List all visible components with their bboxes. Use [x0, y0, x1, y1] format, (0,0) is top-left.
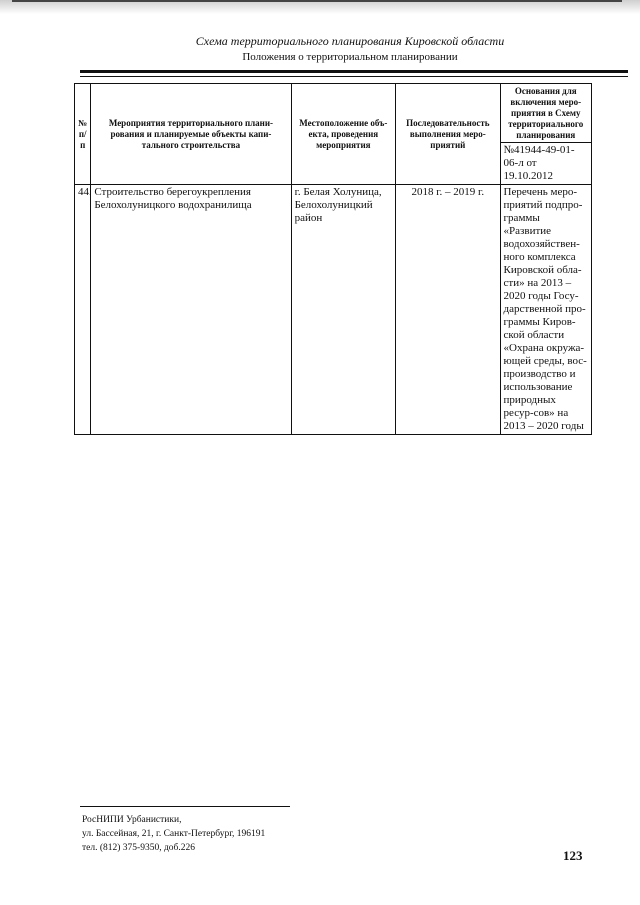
footer-org: РосНИПИ Урбанистики,	[82, 815, 182, 825]
column-header-location: Местоположение объ-екта, проведения мероприятия	[291, 84, 395, 185]
row-basis: Перечень меро-приятий подпро-граммы «Развитие водохозяйствен-ного комплекса Кировской обла-сти» на 2013 – 2020 годы Госу-дарственной про-граммы Киров-ской области «Охрана окружа-ющей среды, вос-производство и использование природных ресур-сов» на 2013 – 2020 годы	[500, 185, 591, 435]
table-row	[75, 185, 592, 435]
document-reference: №41944-49-01-06-л от 19.10.2012	[500, 143, 591, 185]
scan-top-mark	[12, 0, 622, 2]
table-header-row	[75, 84, 592, 143]
page-number: 123	[563, 848, 583, 863]
header-rule-thin	[80, 76, 628, 77]
footer-phone: тел. (812) 375-9350, доб.226	[82, 843, 196, 853]
planning-table	[74, 83, 592, 435]
header-rule-thick	[80, 70, 628, 73]
column-header-num: № п/п	[75, 84, 91, 185]
scan-edge	[0, 0, 640, 14]
column-header-event: Мероприятия территориального плани-рования и планируемые объекты капи-тального строительства	[91, 84, 291, 185]
footer-address: ул. Бассейная, 21, г. Санкт-Петербург, 196191	[82, 829, 266, 839]
column-header-basis: Основания для включения меро-приятия в Схему территориального планирования	[500, 84, 591, 143]
column-header-sequence: Последовательность выполнения меро-приятий	[396, 84, 500, 185]
row-location: г. Белая Холуница, Белохолуницкий район	[291, 185, 395, 435]
document-subtitle: Положения о территориальном планировании	[242, 51, 458, 63]
footer-rule	[80, 806, 290, 807]
row-sequence: 2018 г. – 2019 г.	[396, 185, 500, 435]
footer-block	[82, 813, 265, 855]
document-title: Схема территориального планирования Кировской области	[195, 34, 505, 48]
row-event: Строительство берегоукрепления Белохолуницкого водохранилища	[91, 185, 291, 435]
row-number: 44.	[75, 185, 91, 435]
